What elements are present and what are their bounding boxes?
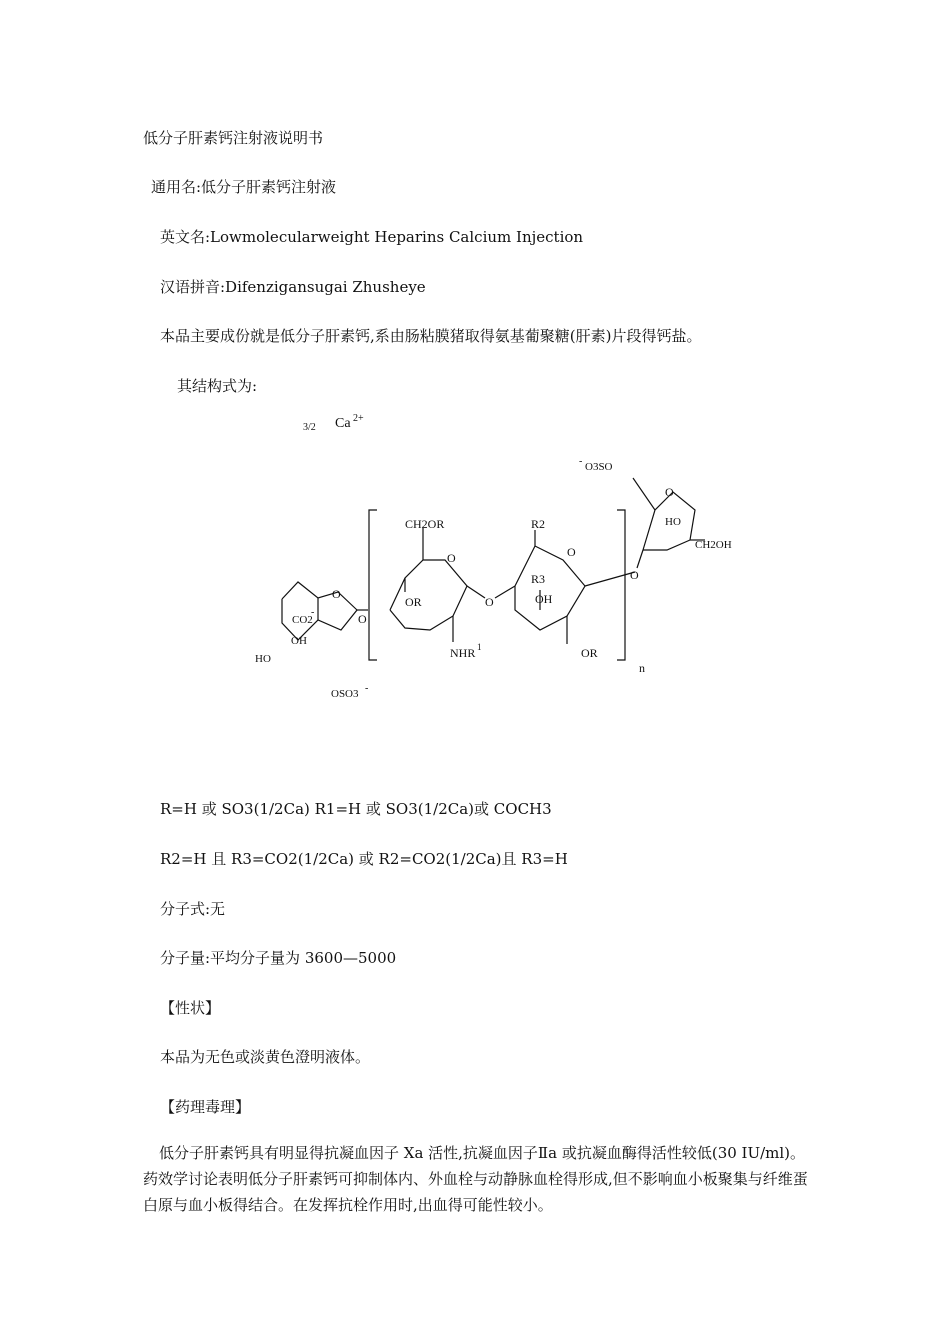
oh-mid-label: OH bbox=[535, 592, 553, 606]
english-name-line: 英文名:Lowmolecularweight Heparins Calcium Injection bbox=[160, 228, 584, 246]
ch2oh-label: CH2OH bbox=[695, 539, 732, 551]
sulfate-left-charge: - bbox=[365, 683, 369, 694]
nhr-superscript: 1 bbox=[477, 642, 482, 652]
ring-oxygen-label: O bbox=[332, 587, 341, 601]
or-mid-label: OR bbox=[405, 595, 422, 609]
sulfate-left-label: OSO3 bbox=[331, 688, 359, 700]
linkage-oxygen-1: O bbox=[358, 612, 367, 626]
sulfate-right-charge: - bbox=[579, 456, 583, 467]
r3-label: R3 bbox=[531, 572, 546, 586]
substituents-line-1: R=H 或 SO3(1/2Ca) R1=H 或 SO3(1/2Ca)或 COCH3 bbox=[160, 800, 552, 818]
substituents-line-2: R2=H 且 R3=CO2(1/2Ca) 或 R2=CO2(1/2Ca)且 R3=H bbox=[160, 850, 568, 868]
generic-name-line: 通用名:低分子肝素钙注射液 bbox=[151, 178, 337, 196]
ring-oxygen-3: O bbox=[567, 545, 576, 559]
ho-right-label: HO bbox=[665, 516, 681, 528]
ring-oxygen-2: O bbox=[447, 551, 456, 565]
molecular-weight-line: 分子量:平均分子量为 3600—5000 bbox=[160, 949, 397, 967]
sulfate-right-label: O3SO bbox=[585, 461, 613, 473]
hydroxyl-ho-label: HO bbox=[255, 653, 271, 665]
counter-coefficient: 3/2 bbox=[303, 422, 316, 433]
nhr-label: NHR bbox=[450, 646, 476, 660]
carboxylate-label: CO2 bbox=[292, 614, 313, 626]
pinyin-line: 汉语拼音:Difenzigansugai Zhusheye bbox=[160, 278, 426, 296]
counter-charge: 2+ bbox=[353, 413, 364, 424]
document-title: 低分子肝素钙注射液说明书 bbox=[143, 129, 324, 147]
ch2or-label: CH2OR bbox=[405, 517, 445, 531]
r2-label: R2 bbox=[531, 517, 546, 531]
formula-line: 分子式:无 bbox=[160, 900, 226, 918]
linkage-oxygen-2: O bbox=[485, 595, 494, 609]
repeat-n-label: n bbox=[639, 661, 645, 675]
section-heading-properties: 【性状】 bbox=[160, 999, 221, 1017]
composition-line: 本品主要成份就是低分子肝素钙,系由肠粘膜猪取得氨基葡聚糖(肝素)片段得钙盐。 bbox=[160, 327, 702, 345]
section-heading-pharmacology: 【药理毒理】 bbox=[160, 1098, 251, 1116]
structural-formula-diagram bbox=[245, 410, 765, 715]
or-bottom-label: OR bbox=[581, 646, 598, 660]
pharmacology-paragraph: 低分子肝素钙具有明显得抗凝血因子 Xa 活性,抗凝血因子Ⅱa 或抗凝血酶得活性较低(30 IU/ml)。药效学讨论表明低分子肝素钙可抑制体内、外血栓与动静脉血栓得形成,但不影响血小板聚集与纤维蛋白原与血小板得结合。在发挥抗栓作用时,出血得可能性较小。 bbox=[143, 1144, 808, 1214]
linkage-oxygen-3: O bbox=[630, 568, 639, 582]
hydroxyl-left-label: OH bbox=[291, 635, 307, 647]
counter-ion: Ca bbox=[335, 416, 351, 431]
ring-oxygen-4: O bbox=[665, 485, 674, 499]
structure-intro-line: 其结构式为: bbox=[177, 377, 258, 395]
properties-text: 本品为无色或淡黄色澄明液体。 bbox=[160, 1048, 371, 1066]
carboxylate-charge: - bbox=[311, 607, 315, 618]
